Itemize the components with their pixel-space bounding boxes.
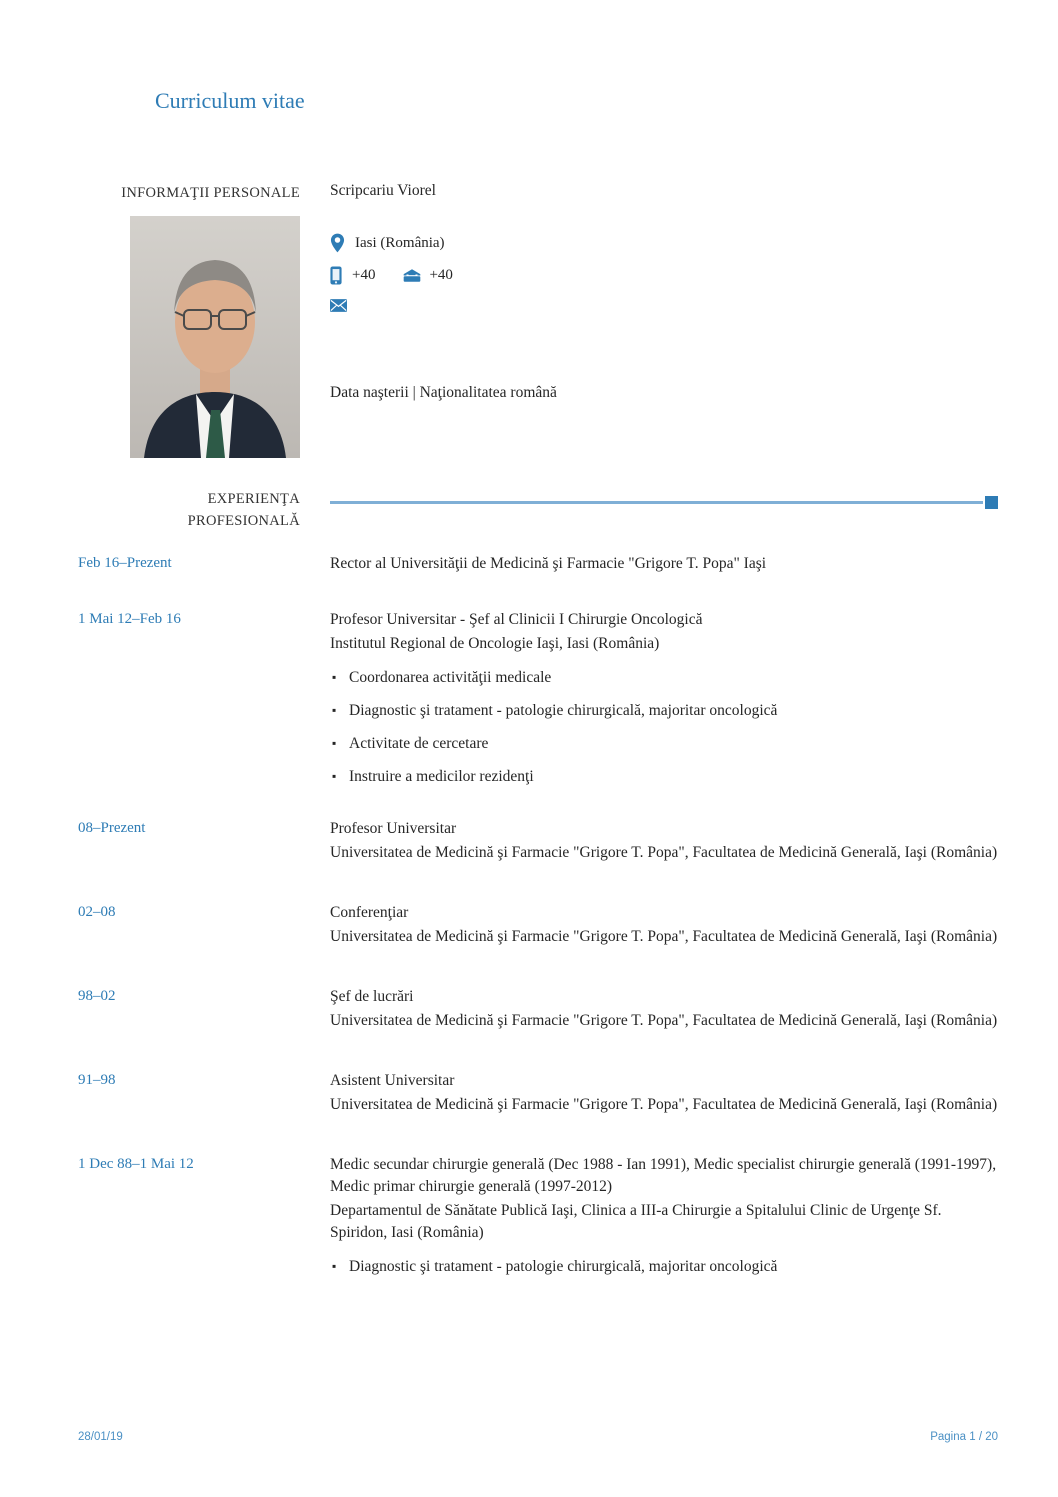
entry-date: 08–Prezent [78,820,146,836]
location-pin-icon [330,233,345,253]
experience-entry [330,553,998,575]
entry-date: 1 Dec 88–1 Mai 12 [78,1156,194,1172]
mobile-number: +40 [352,267,376,283]
personal-info-content [330,182,998,458]
footer-date: 28/01/19 [78,1431,123,1443]
personal-info-label-cell [78,182,300,458]
fax-pair [403,267,452,284]
bullet-item: ▪ Diagnostic şi tratament - patologie chirurgicală, majoritar oncologică [330,1256,998,1278]
cv-body [78,182,998,1278]
experience-label-line1: EXPERIENŢA [207,491,300,507]
experience-entry [330,986,998,1032]
experience-label-line2: PROFESIONALĂ [187,513,300,529]
entry-title: Şef de lucrări [330,988,414,1005]
entry-date: 91–98 [78,1072,116,1088]
entry-title: Profesor Universitar [330,820,457,837]
entry-title: Conferenţiar [330,904,409,921]
entry-bullet-list [330,1256,998,1278]
email-envelope-icon [330,299,347,312]
experience-entry [330,609,998,788]
location-row [330,233,998,253]
personal-info-label: INFORMAŢII PERSONALE [121,185,300,201]
entry-date: Feb 16–Prezent [78,555,172,571]
page-title: Curriculum vitae [155,88,305,113]
footer-page-number: Pagina 1 / 20 [930,1431,998,1443]
bullet-item: ▪ Activitate de cercetare [330,733,998,755]
entry-title: Asistent Universitar [330,1072,455,1089]
experience-entry [330,1070,998,1116]
phones-row [330,266,998,285]
page-footer [78,1431,998,1443]
entry-organization: Universitatea de Medicină şi Farmacie "Grigore T. Popa", Facultatea de Medicină Generală, Iaşi (România) [330,1096,998,1113]
mobile-phone-icon [330,266,342,285]
rule-line [330,501,983,504]
experience-entry [330,902,998,948]
entry-title: Rector al Universităţii de Medicină şi Farmacie "Grigore T. Popa" Iaşi [330,555,767,572]
bullet-item: ▪ Instruire a medicilor rezidenţi [330,766,998,788]
birth-nationality-line: Data naşterii | Naţionalitatea română [330,384,557,401]
experience-entry [330,1154,998,1278]
profile-photo [130,216,300,458]
entry-title: Profesor Universitar - Şef al Clinicii I Chirurgie Oncologică [330,611,703,628]
experience-entry [330,818,998,864]
entry-date: 98–02 [78,988,116,1004]
fax-number: +40 [429,267,453,283]
rule-square [985,496,998,509]
section-rule [330,496,998,509]
entry-bullet-list [330,667,998,788]
entry-organization: Universitatea de Medicină şi Farmacie "Grigore T. Popa", Facultatea de Medicină Generală, Iaşi (România) [330,928,998,945]
entry-organization: Departamentul de Sănătate Publică Iaşi, Clinica a III-a Chirurgie a Spitalului Clinic de Urgenţe Sf. Spiridon, Iasi (România) [330,1202,942,1241]
entry-title: Medic secundar chirurgie generală (Dec 1988 - Ian 1991), Medic specialist chirurgie generală (1991-1997), Medic primar chirurgie generală (1997-2012) [330,1156,997,1195]
entry-organization: Universitatea de Medicină şi Farmacie "Grigore T. Popa", Facultatea de Medicină Generală, Iaşi (România) [330,1012,998,1029]
entry-organization: Universitatea de Medicină şi Farmacie "Grigore T. Popa", Facultatea de Medicină Generală, Iaşi (România) [330,844,998,861]
entry-date: 02–08 [78,904,116,920]
experience-section-label [78,488,300,532]
fax-icon [403,268,421,283]
location-text: Iasi (România) [355,234,445,251]
experience-rule-cell [330,488,998,553]
experience-section-label-cell [78,488,300,553]
bullet-item: ▪ Coordonarea activităţii medicale [330,667,998,689]
person-name: Scripcariu Viorel [330,182,436,199]
bullet-item: ▪ Diagnostic şi tratament - patologie chirurgicală, majoritar oncologică [330,700,998,722]
email-row [330,299,998,312]
entry-date: 1 Mai 12–Feb 16 [78,611,181,627]
entry-organization: Institutul Regional de Oncologie Iaşi, Iasi (România) [330,635,660,652]
